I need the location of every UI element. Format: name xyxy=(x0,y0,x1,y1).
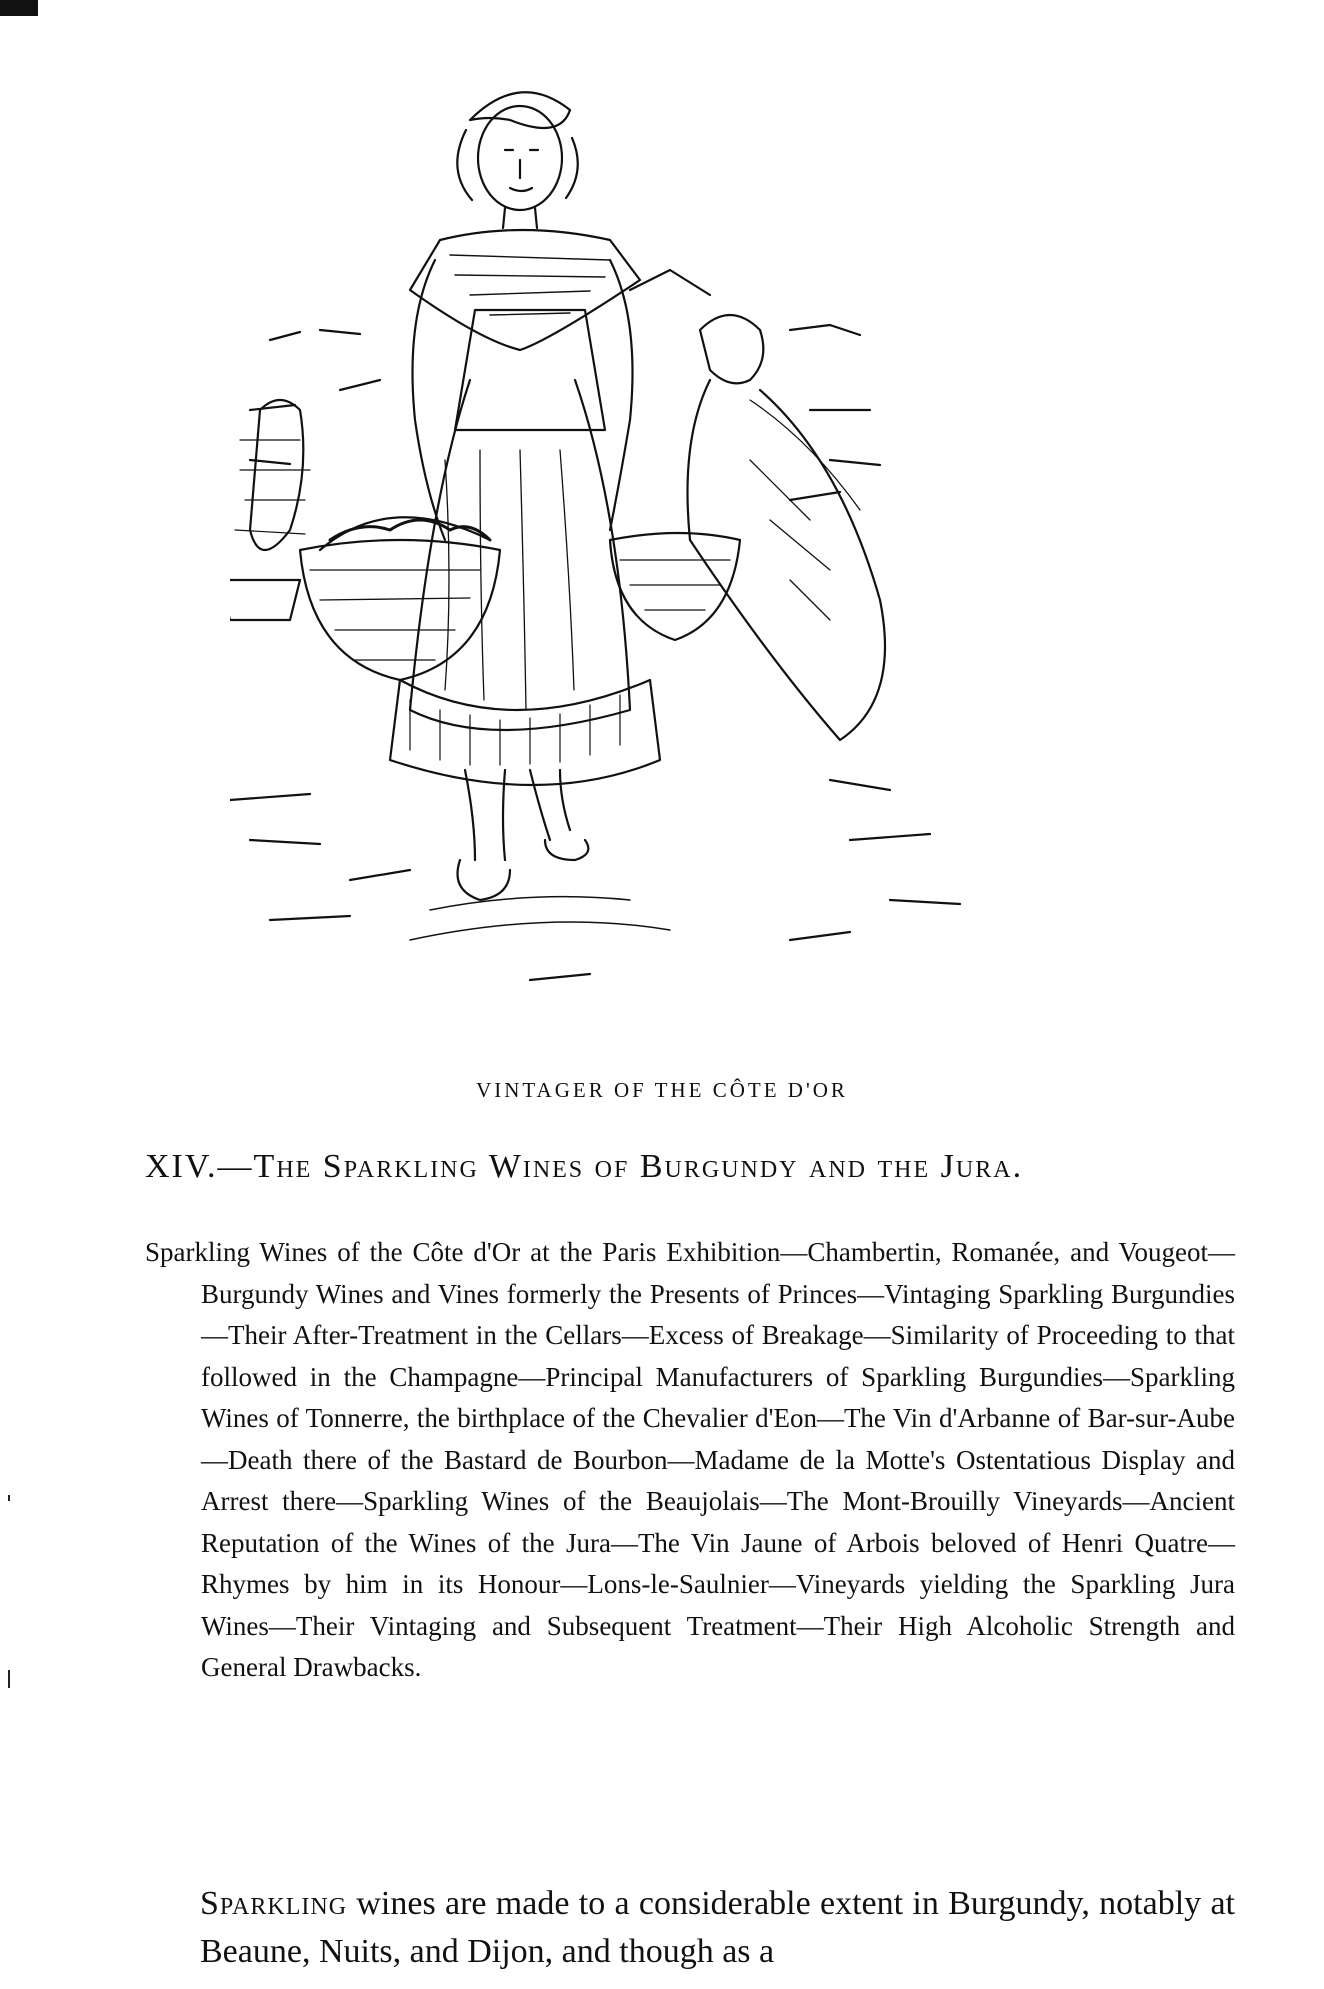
vintager-engraving xyxy=(230,80,1080,1040)
body-paragraph xyxy=(200,1880,1235,1976)
body-text-content: wines are made to a considerable extent in Burgundy, notably at Beaune, Nuits, and Dijon, and though as a xyxy=(200,1885,1235,1970)
scan-corner-mark xyxy=(0,0,38,16)
margin-mark xyxy=(8,1670,10,1688)
margin-mark xyxy=(8,1495,10,1501)
chapter-synopsis: Sparkling Wines of the Côte d'Or at the Paris Exhibition—Chambertin, Romanée, and Vougeot—Burgundy Wines and Vines formerly the Presents of Princes—Vintaging Sparkling Burgundies—Their After-Treatment in the Cellars—Excess of Breakage—Similarity of Proceeding to that followed in the Champagne—Principal Manufacturers of Sparkling Burgundies—Sparkling Wines of Tonnerre, the birthplace of the Chevalier d'Eon—The Vin d'Arbanne of Bar-sur-Aube—Death there of the Bastard de Bourbon—Madame de la Motte's Ostentatious Display and Arrest there—Sparkling Wines of the Beaujolais—The Mont-Brouilly Vineyards—Ancient Reputation of the Wines of the Jura—The Vin Jaune of Arbois beloved of Henri Quatre—Rhymes by him in its Honour—Lons-le-Saulnier—Vineyards yielding the Sparkling Jura Wines—Their Vintaging and Subsequent Treatment—Their High Alcoholic Strength and General Drawbacks. xyxy=(145,1237,1235,1682)
illustration-caption: VINTAGER OF THE CÔTE D'OR xyxy=(476,1078,848,1102)
lead-word: Sparkling xyxy=(200,1885,348,1922)
chapter-heading: XIV.—The Sparkling Wines of Burgundy and the Jura. xyxy=(145,1148,1024,1185)
